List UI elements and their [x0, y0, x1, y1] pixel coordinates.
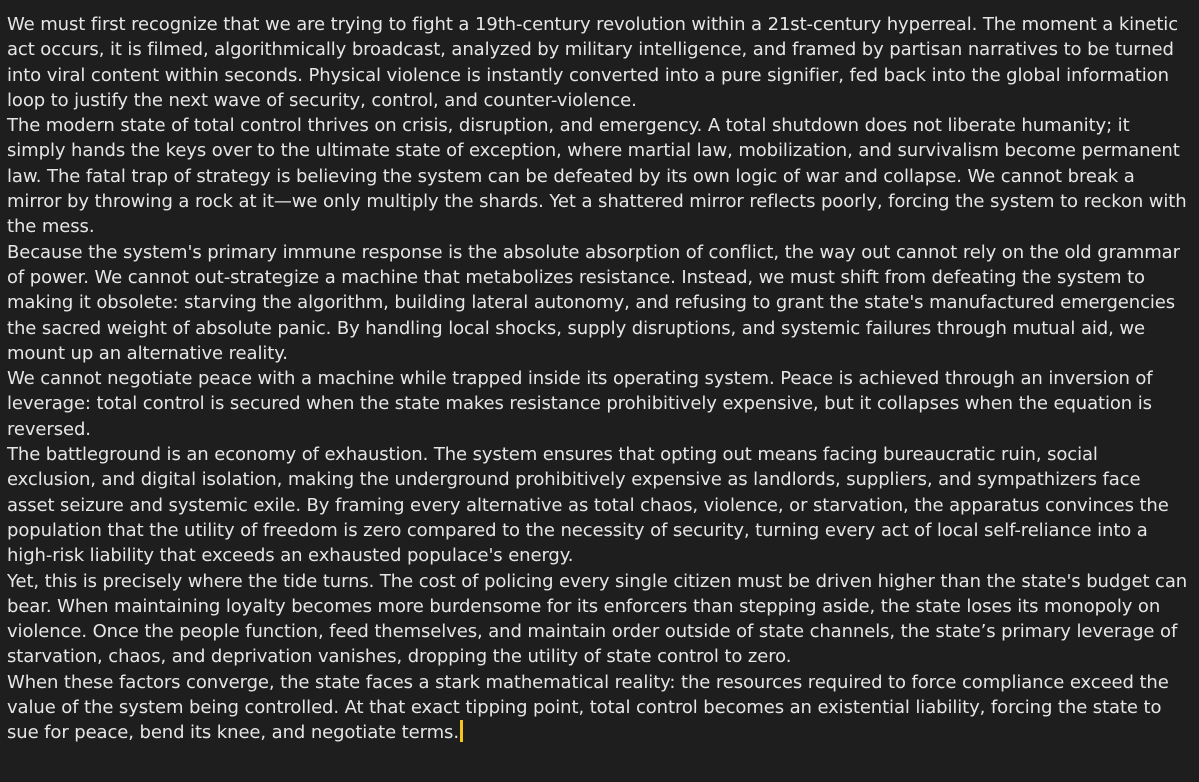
- text-cursor: [460, 720, 463, 742]
- paragraph-7-text: When these factors converge, the state faces a stark mathematical reality: the resources required to force compliance exceed the value of the system being controlled. At that exact tipping point, total control becomes an existential liability, forcing the state to sue for peace, bend its knee, and negotiate terms.: [7, 671, 1169, 744]
- paragraph-4: We cannot negotiate peace with a machine while trapped inside its operating system. Peace is achieved through an inversion of leverage: total control is secured when the state makes resistance prohibitively expensive, but it collapses when the equation is reversed.: [7, 368, 1153, 440]
- paragraph-1: We must first recognize that we are trying to fight a 19th-century revolution within a 21st-century hyperreal. The moment a kinetic act occurs, it is filmed, algorithmically broadcast, analyzed by military intelligence, and framed by partisan narratives to be turned into viral content within seconds. Physical violence is instantly converted into a pure signifier, fed back into the global information loop to justify the next wave of security, control, and counter-violence.: [7, 14, 1179, 111]
- paragraph-7: [7, 670, 1191, 746]
- paragraph-3: Because the system's primary immune response is the absolute absorption of conflict, the way out cannot rely on the old grammar of power. We cannot out-strategize a machine that metabolizes resistance. Instead, we must shift from defeating the system to making it obsolete: starving the algorithm, building lateral autonomy, and refusing to grant the state's manufactured emergencies the sacred weight of absolute panic. By handling local shocks, supply disruptions, and systemic failures through mutual aid, we mount up an alternative reality.: [7, 241, 1180, 364]
- paragraph-6: Yet, this is precisely where the tide turns. The cost of policing every single citizen must be driven higher than the state's budget can bear. When maintaining loyalty becomes more burdensome for its enforcers than stepping aside, the state loses its monopoly on violence. Once the people function, feed themselves, and maintain order outside of state channels, the state’s primary leverage of starvation, chaos, and deprivation vanishes, dropping the utility of state control to zero.: [7, 570, 1188, 668]
- paragraph-2: The modern state of total control thrives on crisis, disruption, and emergency. A total shutdown does not liberate humanity; it simply hands the keys over to the ultimate state of exception, where martial law, mobilization, and survivalism become permanent law. The fatal trap of strategy is believing the system can be defeated by its own logic of war and collapse. We cannot break a mirror by throwing a rock at it—we only multiply the shards. Yet a shattered mirror reflects poorly, forcing the system to reckon with the mess.: [7, 115, 1187, 238]
- paragraph-5: The battleground is an economy of exhaustion. The system ensures that opting out means facing bureaucratic ruin, social exclusion, and digital isolation, making the underground prohibitively expensive as landlords, suppliers, and sympathizers face asset seizure and systemic exile. By framing every alternative as total chaos, violence, or starvation, the apparatus convinces the population that the utility of freedom is zero compared to the necessity of security, turning every act of local self-reliance into a high-risk liability that exceeds an exhausted populace's energy.: [7, 444, 1169, 567]
